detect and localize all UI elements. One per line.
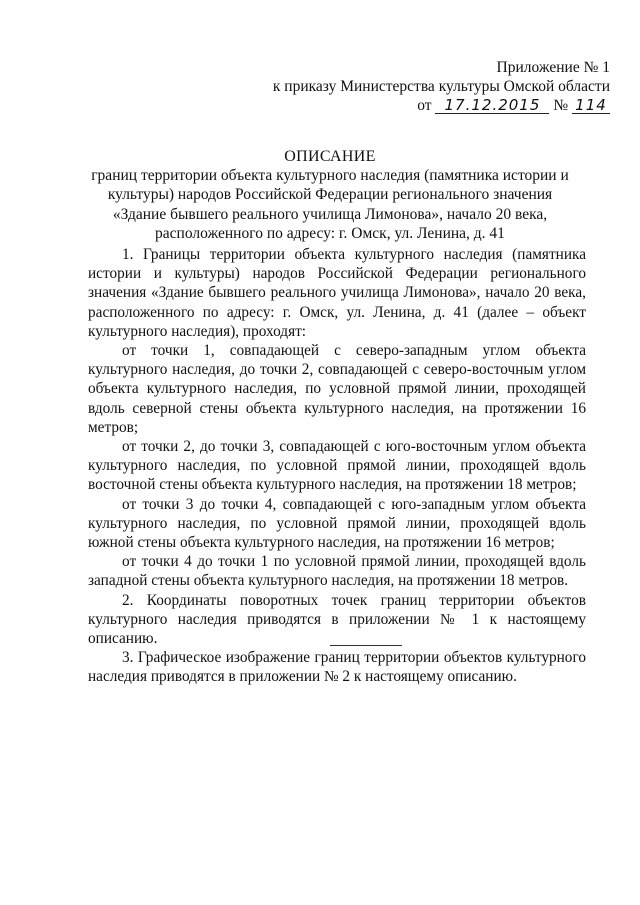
date-prefix: от xyxy=(417,97,432,114)
appendix-header xyxy=(273,58,610,115)
paragraph-2-coordinates: 2. Координаты поворотных точек границ территории объектов культурного наследия приводятся в приложении № 1 к настоящему описанию. xyxy=(88,591,586,648)
document-title-block xyxy=(80,147,580,243)
appendix-number: Приложение № 1 xyxy=(496,59,610,76)
title-line: расположенного по адресу: г. Омск, ул. Ленина, д. 41 xyxy=(155,224,505,242)
order-reference: к приказу Министерства культуры Омской области xyxy=(272,78,610,95)
document-body xyxy=(88,245,586,687)
order-date-number xyxy=(273,96,610,115)
paragraph-segment-2-3: от точки 2, до точки 3, совпадающей с юго-восточным углом объекта культурного наследия, по условной прямой линии, проходящей вдоль восточной стены объекта культурного наследия, на протяжении 18 метров; xyxy=(88,438,586,494)
title-line: культуры) народов Российской Федерации регионального значения xyxy=(107,186,553,204)
paragraph-1-boundaries: 1. Границы территории объекта культурного наследия (памятника истории и культуры) народов Российской Федерации регионального значения «Здание бывшего реального училища Лимонова», начало 20 века, расположенного по адресу: г. Омск, ул. Ленина, д. 41 (далее – объект культурного наследия), проходят: xyxy=(88,246,586,340)
paragraph-segment-4-1: от точки 4 до точки 1 по условной прямой линии, проходящей вдоль западной стены объекта культурного наследия, на протяжении 18 метров. xyxy=(88,553,586,590)
paragraph-segment-1-2: от точки 1, совпадающей с северо-западным углом объекта культурного наследия, до точки 2, совпадающей с северо-восточным углом объекта культурного наследия, по условной прямой линии, проходящей вдоль северной стены объекта культурного наследия, на протяжении 16 метров; xyxy=(88,342,586,436)
document-title: ОПИСАНИЕ xyxy=(284,148,376,165)
title-line: «Здание бывшего реального училища Лимонова», начало 20 века, xyxy=(112,205,548,223)
end-separator-line xyxy=(330,645,402,646)
paragraph-3-graphic: 3. Графическое изображение границ территории объектов культурного наследия приводятся в приложении № 2 к настоящему описанию. xyxy=(88,649,586,686)
handwritten-date: 17.12.2015 xyxy=(435,97,549,114)
title-line: границ территории объекта культурного наследия (памятника истории и xyxy=(91,167,569,185)
handwritten-number: 114 xyxy=(572,97,610,114)
paragraph-segment-3-4: от точки 3 до точки 4, совпадающей с юго-западным углом объекта культурного наследия, по условной прямой линии, проходящей вдоль южной стены объекта культурного наследия, на протяжении 16 метров; xyxy=(88,495,586,552)
number-prefix: № xyxy=(553,97,569,114)
